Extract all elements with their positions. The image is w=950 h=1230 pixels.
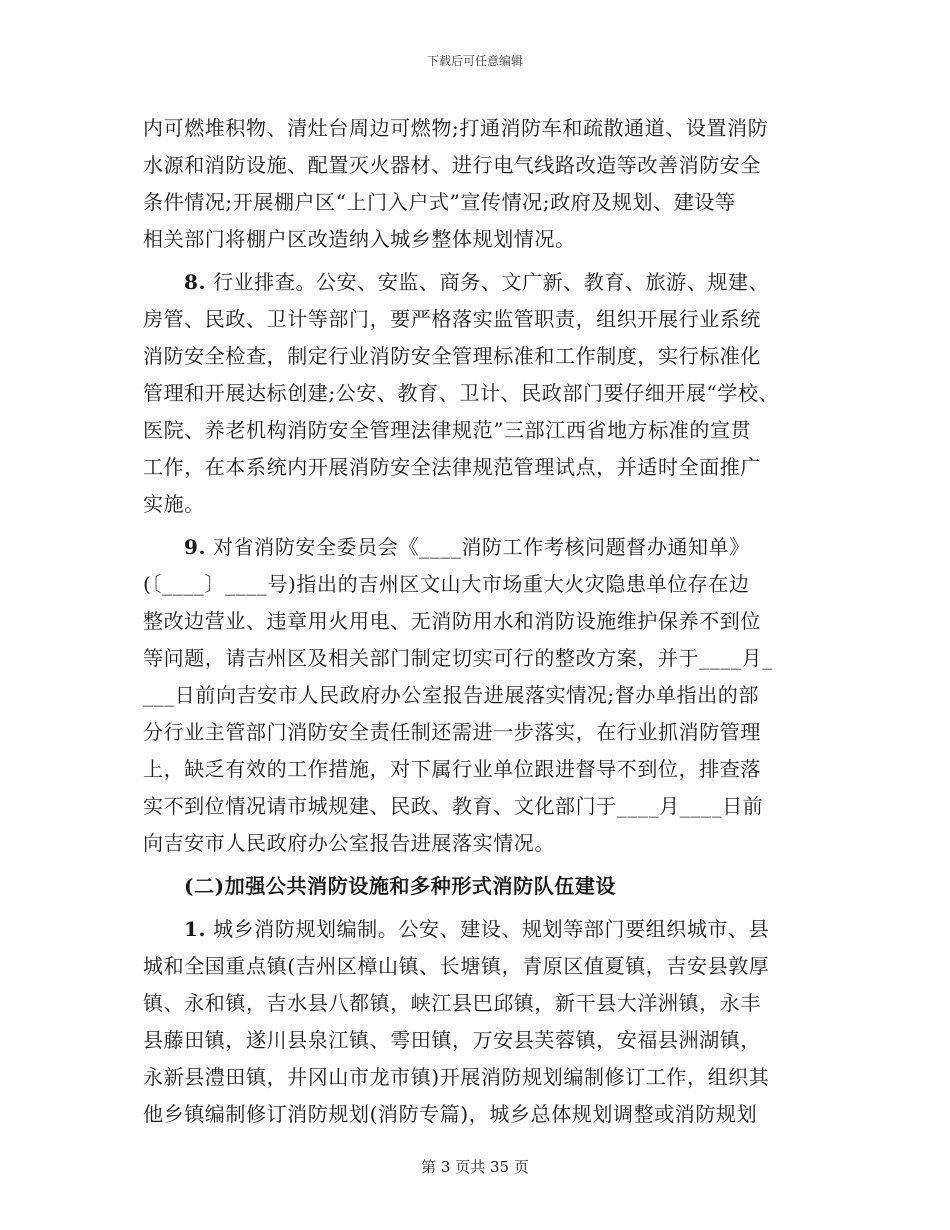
- text-line: [143, 911, 813, 948]
- text-line: ___日前向吉安市人民政府办公室报告进展落实情况;督办单指出的部: [143, 683, 759, 707]
- text-line: [143, 529, 813, 566]
- document-body: [143, 110, 813, 1133]
- text-line: 实不到位情况请市城规建、民政、教育、文化部门于____月____日前: [143, 794, 764, 818]
- text-line: 向吉安市人民政府办公室报告进展落实情况。: [143, 831, 555, 855]
- item-text: 城乡消防规划编制。公安、建设、规划等部门要组织城市、县: [213, 917, 770, 941]
- text-line: 内可燃堆积物、清灶台周边可燃物;打通消防车和疏散通道、设置消防: [143, 116, 769, 140]
- text-line: [143, 264, 813, 301]
- text-line: 水源和消防设施、配置灭火器材、进行电气线路改造等改善消防安全: [143, 153, 761, 177]
- item-number: 8.: [184, 270, 207, 294]
- text-line: 县藤田镇，遂川县泉江镇、雩田镇，万安县芙蓉镇，安福县洲湖镇，: [143, 1028, 761, 1052]
- text-line: 管理和开展达标创建;公安、教育、卫计、民政部门要仔细开展“学校、: [143, 381, 780, 405]
- item-text: 对省消防安全委员会《____消防工作考核问题督办通知单》: [213, 535, 750, 559]
- text-line: 消防安全检查，制定行业消防安全管理标准和工作制度，实行标准化: [143, 344, 761, 368]
- text-line: 上，缺乏有效的工作措施，对下属行业单位跟进督导不到位，排查落: [143, 757, 761, 781]
- text-line: 等问题，请吉州区及相关部门制定切实可行的整改方案，并于____月_: [143, 646, 773, 670]
- header-note: 下载后可任意编辑: [426, 54, 523, 68]
- text-line: (〔____〕____号)指出的吉州区文山大市场重大火灾隐患单位存在边: [143, 572, 750, 596]
- item-number: 9.: [184, 535, 207, 559]
- text-line: 医院、养老机构消防安全管理法律规范”三部江西省地方标准的宣贯: [143, 418, 752, 442]
- page-number: 第 3 页共 35 页: [421, 1158, 529, 1176]
- text-line: 实施。: [143, 492, 205, 516]
- text-line: 房管、民政、卫计等部门，要严格落实监管职责，组织开展行业系统: [143, 307, 761, 331]
- text-line: 相关部门将棚户区改造纳入城乡整体规划情况。: [143, 227, 576, 251]
- item-text: 行业排查。公安、安监、商务、文广新、教育、旅游、规建、: [213, 270, 770, 294]
- text-line: 条件情况;开展棚户区“上门入户式”宣传情况;政府及规划、建设等: [143, 190, 736, 214]
- text-line: 城和全国重点镇(吉州区樟山镇、长塘镇，青原区值夏镇，吉安县敦厚: [143, 954, 770, 978]
- text-line: 整改边营业、违章用火用电、无消防用水和消防设施维护保养不到位: [143, 609, 761, 633]
- text-line: 工作，在本系统内开展消防安全法律规范管理试点，并适时全面推广: [143, 455, 761, 479]
- text-line: 永新县澧田镇，井冈山市龙市镇)开展消防规划编制修订工作，组织其: [143, 1065, 770, 1089]
- text-line: 分行业主管部门消防安全责任制还需进一步落实，在行业抓消防管理: [143, 720, 761, 744]
- text-line: 镇、永和镇，吉水县八都镇，峡江县巴邱镇，新干县大洋洲镇，永丰: [143, 991, 761, 1015]
- item-number: 1.: [184, 917, 207, 941]
- text-line: 他乡镇编制修订消防规划(消防专篇)，城乡总体规划调整或消防规划: [143, 1102, 758, 1126]
- section-heading: (二)加强公共消防设施和多种形式消防队伍建设: [184, 874, 617, 898]
